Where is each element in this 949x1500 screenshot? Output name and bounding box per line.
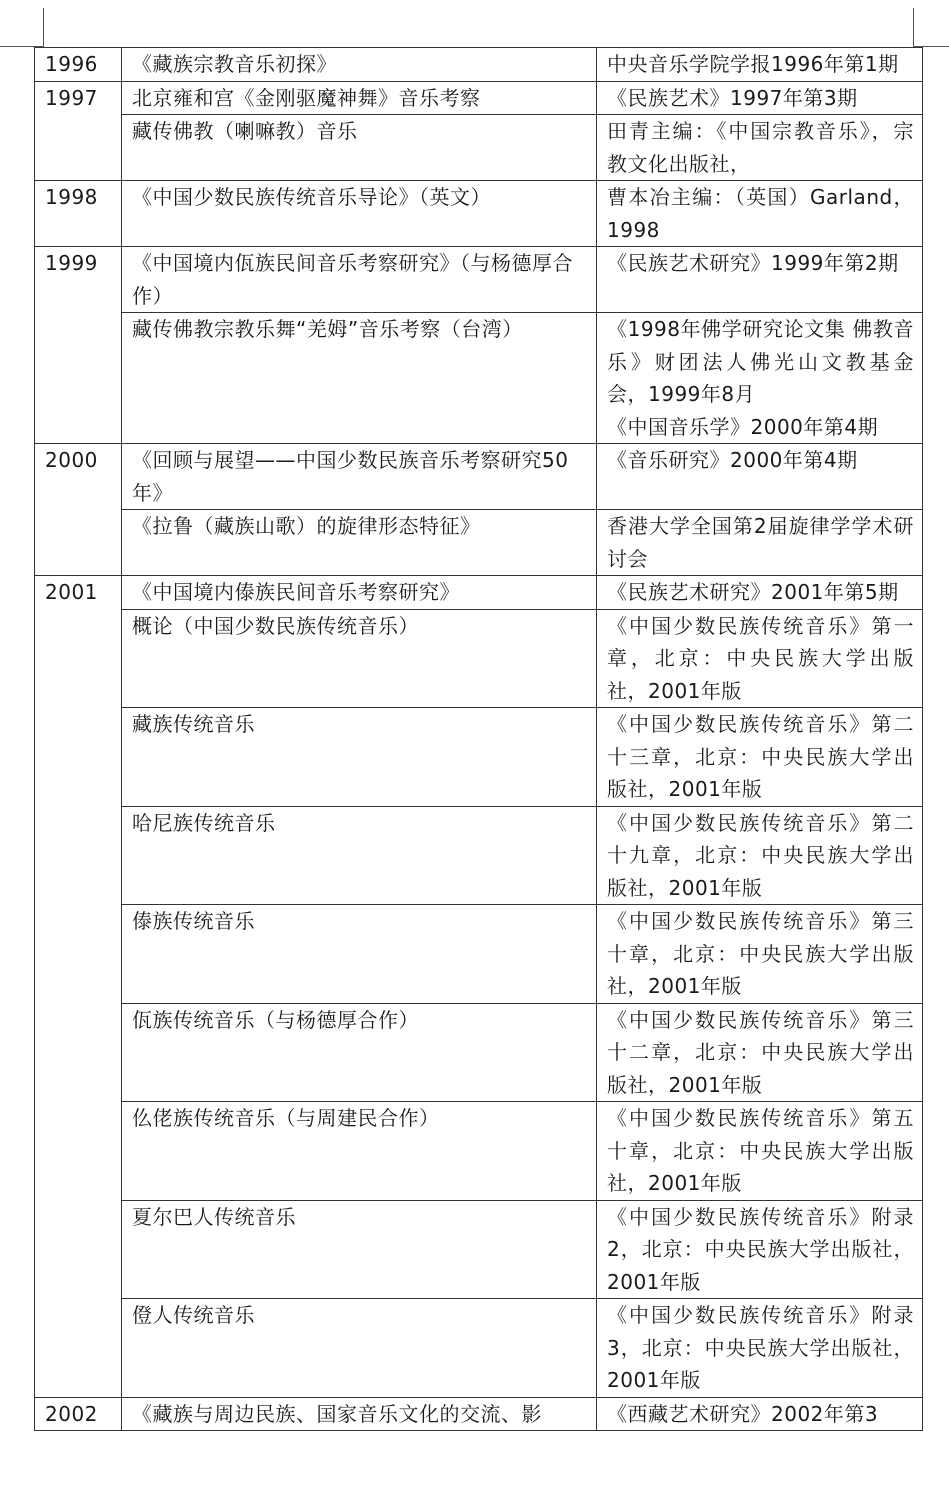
publication-table: [34, 47, 923, 1431]
table-row: [35, 806, 923, 905]
table-row: [35, 115, 923, 181]
publication-source-cell: 香港大学全国第2届旋律学学术研讨会: [597, 510, 923, 576]
publication-source-cell: 《中国少数民族传统音乐》第二十三章，北京：中央民族大学出版社，2001年版: [597, 708, 923, 807]
table-row: [35, 444, 923, 510]
year-cell: 1997: [35, 81, 122, 181]
publication-source-cell: 《中国少数民族传统音乐》第一章，北京：中央民族大学出版社，2001年版: [597, 609, 923, 708]
publication-source-cell: 《民族艺术研究》2001年第5期: [597, 576, 923, 610]
table-row: [35, 576, 923, 610]
work-title-cell: 佤族传统音乐（与杨德厚合作）: [122, 1003, 597, 1102]
table-row: [35, 1200, 923, 1299]
publication-source-cell: 中央音乐学院学报1996年第1期: [597, 48, 923, 82]
table-row: [35, 1299, 923, 1398]
work-title-cell: 《中国少数民族传统音乐导论》（英文）: [122, 181, 597, 247]
work-title-cell: 《中国境内佤族民间音乐考察研究》（与杨德厚合作）: [122, 247, 597, 313]
year-cell: 1996: [35, 48, 122, 82]
work-title-cell: 《藏族宗教音乐初探》: [122, 48, 597, 82]
table-body: [35, 48, 923, 1431]
work-title-cell: 藏族传统音乐: [122, 708, 597, 807]
publication-source-cell: 田青主编：《中国宗教音乐》，宗教文化出版社，: [597, 115, 923, 181]
publication-source-cell: 《中国少数民族传统音乐》第五十章，北京：中央民族大学出版社，2001年版: [597, 1102, 923, 1201]
work-title-cell: 概论（中国少数民族传统音乐）: [122, 609, 597, 708]
publication-source-cell: 《中国少数民族传统音乐》附录3，北京：中央民族大学出版社，2001年版: [597, 1299, 923, 1398]
publication-source-cell: 《1998年佛学研究论文集 佛教音乐》财团法人佛光山文教基金会，1999年8月 《中国音乐学》2000年第4期: [597, 313, 923, 444]
work-title-cell: 北京雍和宫《金刚驱魔神舞》音乐考察: [122, 81, 597, 115]
table-row: [35, 510, 923, 576]
table-row: [35, 247, 923, 313]
table-row: [35, 48, 923, 82]
right-corner-mark: [913, 8, 914, 46]
work-title-cell: 《藏族与周边民族、国家音乐文化的交流、影: [122, 1397, 597, 1431]
table-row: [35, 609, 923, 708]
left-corner-mark: [43, 8, 44, 46]
publication-source-cell: 《民族艺术》1997年第3期: [597, 81, 923, 115]
work-title-cell: 藏传佛教（喇嘛教）音乐: [122, 115, 597, 181]
table-row: [35, 1397, 923, 1431]
work-title-cell: 《拉鲁（藏族山歌）的旋律形态特征》: [122, 510, 597, 576]
work-title-cell: 夏尔巴人传统音乐: [122, 1200, 597, 1299]
work-title-cell: 傣族传统音乐: [122, 905, 597, 1004]
year-cell: 1999: [35, 247, 122, 444]
year-cell: 2002: [35, 1397, 122, 1431]
table-row: [35, 1102, 923, 1201]
publication-source-cell: 《中国少数民族传统音乐》第三十二章，北京：中央民族大学出版社，2001年版: [597, 1003, 923, 1102]
work-title-cell: 仫佬族传统音乐（与周建民合作）: [122, 1102, 597, 1201]
table-row: [35, 905, 923, 1004]
publication-source-cell: 《中国少数民族传统音乐》第三十章，北京：中央民族大学出版社，2001年版: [597, 905, 923, 1004]
publication-source-cell: 《西藏艺术研究》2002年第3: [597, 1397, 923, 1431]
table-row: [35, 708, 923, 807]
table-row: [35, 81, 923, 115]
publication-source-cell: 《中国少数民族传统音乐》第二十九章，北京：中央民族大学出版社，2001年版: [597, 806, 923, 905]
year-cell: 1998: [35, 181, 122, 247]
work-title-cell: 《回顾与展望——中国少数民族音乐考察研究50年》: [122, 444, 597, 510]
publication-source-cell: 《民族艺术研究》1999年第2期: [597, 247, 923, 313]
table-row: [35, 313, 923, 444]
work-title-cell: 藏传佛教宗教乐舞“羌姆”音乐考察（台湾）: [122, 313, 597, 444]
publication-source-cell: 《音乐研究》2000年第4期: [597, 444, 923, 510]
work-title-cell: 僜人传统音乐: [122, 1299, 597, 1398]
work-title-cell: 哈尼族传统音乐: [122, 806, 597, 905]
work-title-cell: 《中国境内傣族民间音乐考察研究》: [122, 576, 597, 610]
year-cell: 2000: [35, 444, 122, 576]
publication-source-cell: 《中国少数民族传统音乐》附录2，北京：中央民族大学出版社，2001年版: [597, 1200, 923, 1299]
publication-source-cell: 曹本冶主编：（英国）Garland，1998: [597, 181, 923, 247]
table-row: [35, 1003, 923, 1102]
year-cell: 2001: [35, 576, 122, 1398]
page-top-margin: [0, 0, 949, 48]
table-row: [35, 181, 923, 247]
